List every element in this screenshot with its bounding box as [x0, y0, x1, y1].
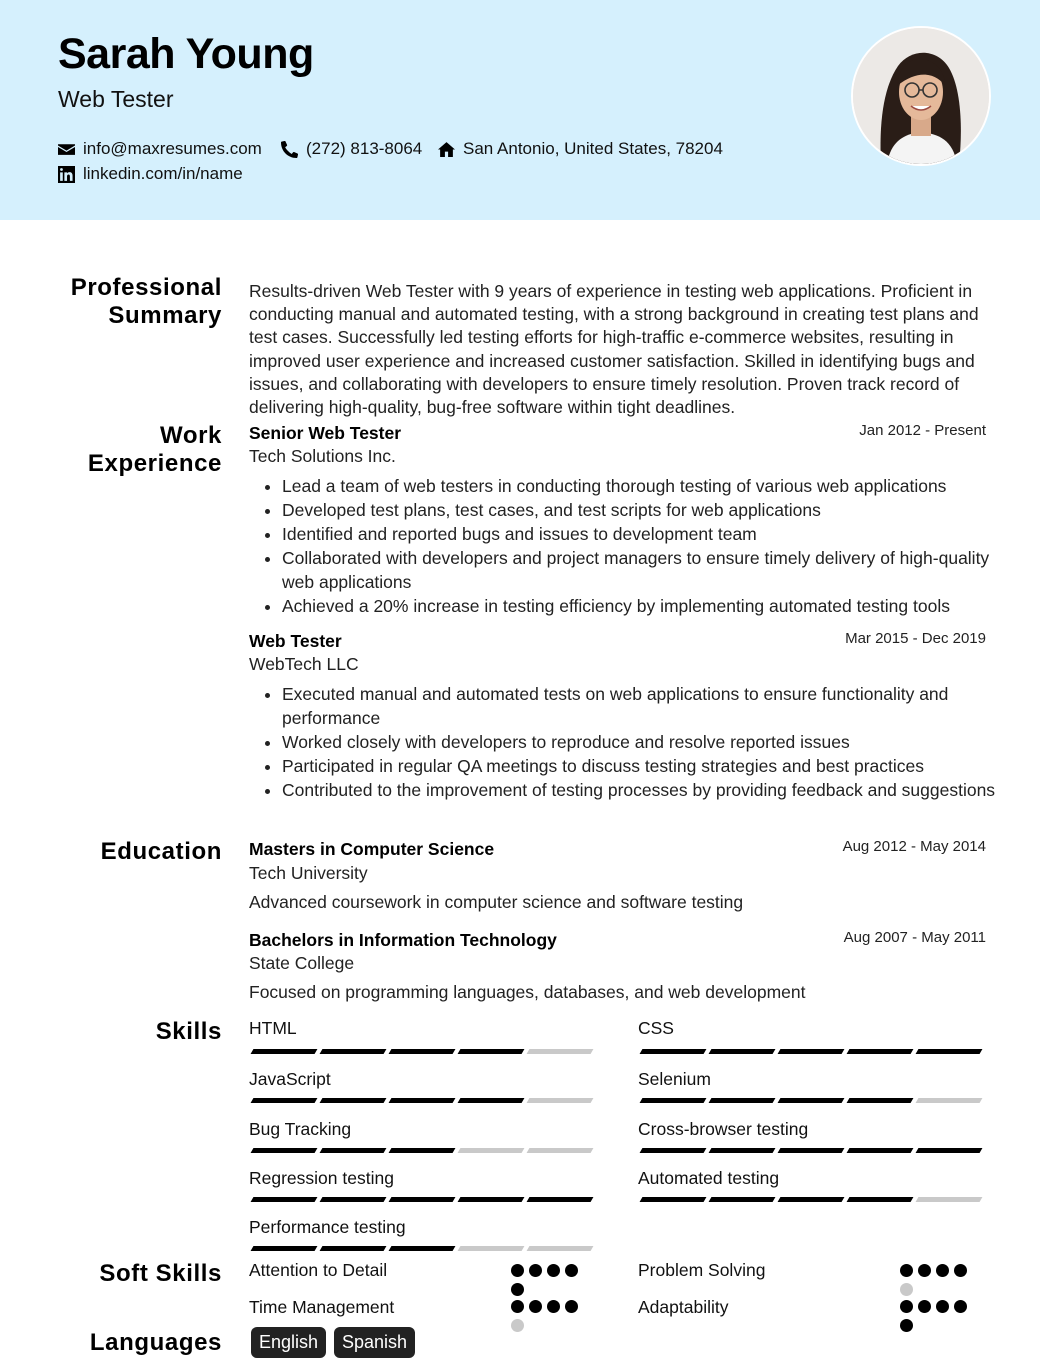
skill-name: CSS: [638, 1018, 674, 1038]
rating-dot-filled: [529, 1300, 542, 1313]
resume-header: [0, 0, 1040, 220]
skill-name: JavaScript: [249, 1069, 331, 1089]
rating-dot-filled: [900, 1300, 913, 1313]
job-bullets: [249, 682, 1020, 802]
rating-dot-filled: [565, 1300, 578, 1313]
rating-dot-filled: [954, 1300, 967, 1313]
skill-level-bar: [641, 1049, 981, 1054]
candidate-title: Web Tester: [58, 86, 174, 112]
skill-bar-segment-filled: [778, 1098, 845, 1103]
skill-bar-segment-filled: [709, 1049, 776, 1054]
section-title-soft-skills: Soft Skills: [99, 1260, 222, 1287]
envelope-icon: [58, 141, 75, 158]
skill-bar-segment-filled: [709, 1197, 776, 1202]
skill-name: Cross-browser testing: [638, 1119, 809, 1139]
rating-dot-filled: [547, 1264, 560, 1277]
profile-photo: [851, 26, 991, 166]
phone-text: (272) 813-8064: [306, 139, 423, 158]
skill-bar-segment-filled: [778, 1148, 845, 1153]
bullet-item: • Contributed to the improvement of testing processes by providing feedback and suggestions: [282, 778, 1020, 802]
skill-bar-segment-filled: [458, 1098, 525, 1103]
contact-address: [438, 139, 723, 159]
skill-name: Automated testing: [638, 1168, 780, 1188]
rating-dot-filled: [529, 1264, 542, 1277]
skill-level-bar: [641, 1098, 981, 1103]
skill-level-bar: [252, 1246, 592, 1251]
soft-skill-name: Problem Solving: [638, 1260, 766, 1280]
school-name: State College: [249, 953, 355, 973]
rating-dot-filled: [936, 1300, 949, 1313]
summary-text: Results-driven Web Tester with 9 years of experience in testing web applications. Proficient in conducting manual and automated testing, with a strong background in creating test plans and test cases. Successfully led testing efforts for high-traffic e-commerce websites, resulting in improved user experience and increased customer satisfaction. Skilled in identifying bugs and issues, and collaborating with developers to ensure timely resolution. Proven track record of delivering high-quality, bug-free software within tight deadlines.: [249, 281, 979, 418]
bullet-item: • Lead a team of web testers in conducting thorough testing of various web applications: [282, 474, 1020, 498]
skill-name: Regression testing: [249, 1168, 394, 1188]
skill-bar-segment-filled: [847, 1098, 914, 1103]
section-title-education: Education: [100, 838, 222, 865]
bullet-item: • Worked closely with developers to reproduce and resolve reported issues: [282, 730, 1020, 754]
soft-skill-name: Time Management: [249, 1297, 395, 1317]
skill-bar-segment-filled: [320, 1246, 387, 1251]
education-dates: Aug 2012 - May 2014: [842, 838, 986, 855]
rating-dot-filled: [936, 1264, 949, 1277]
skill-bar-segment-empty: [916, 1197, 983, 1202]
skill-bar-segment-filled: [389, 1098, 456, 1103]
rating-dot-filled: [511, 1300, 524, 1313]
soft-skill-rating: [511, 1300, 591, 1332]
school-name: Tech University: [249, 863, 368, 883]
skill-bar-segment-filled: [916, 1049, 983, 1054]
job-company: WebTech LLC: [249, 654, 359, 674]
skill-bar-segment-filled: [847, 1049, 914, 1054]
skill-bar-segment-filled: [458, 1197, 525, 1202]
skill-bar-segment-filled: [458, 1049, 525, 1054]
skill-bar-segment-filled: [389, 1049, 456, 1054]
skill-level-bar: [641, 1197, 981, 1202]
bullet-item: • Developed test plans, test cases, and test scripts for web applications: [282, 498, 1020, 522]
soft-skill-name: Attention to Detail: [249, 1260, 388, 1280]
skill-bar-segment-empty: [527, 1049, 594, 1054]
degree-title: Masters in Computer Science: [249, 839, 495, 859]
phone-icon: [281, 141, 298, 158]
rating-dot-filled: [918, 1264, 931, 1277]
email-text: info@maxresumes.com: [83, 139, 262, 158]
skill-bar-segment-filled: [709, 1148, 776, 1153]
skill-bar-segment-filled: [320, 1098, 387, 1103]
skill-bar-segment-empty: [527, 1246, 594, 1251]
language-badge: Spanish: [334, 1327, 415, 1358]
rating-dot-filled: [900, 1264, 913, 1277]
rating-dot-empty: [900, 1283, 913, 1296]
rating-dot-filled: [918, 1300, 931, 1313]
skill-bar-segment-filled: [778, 1197, 845, 1202]
skill-bar-segment-filled: [640, 1098, 707, 1103]
contact-linkedin[interactable]: [58, 164, 243, 184]
section-title-languages: Languages: [89, 1329, 222, 1356]
section-title-experience: Work Experience: [87, 422, 222, 477]
skill-bar-segment-filled: [251, 1197, 318, 1202]
job-role: Senior Web Tester: [249, 423, 402, 443]
language-badge: English: [251, 1327, 326, 1358]
skill-bar-segment-empty: [916, 1098, 983, 1103]
rating-dot-empty: [511, 1319, 524, 1332]
rating-dot-filled: [954, 1264, 967, 1277]
soft-skill-name: Adaptability: [638, 1297, 729, 1317]
candidate-name: Sarah Young: [58, 30, 314, 78]
linkedin-icon: [58, 166, 75, 183]
skill-level-bar: [252, 1197, 592, 1202]
education-dates: Aug 2007 - May 2011: [843, 929, 986, 946]
avatar-portrait: [853, 28, 989, 164]
skill-bar-segment-filled: [251, 1246, 318, 1251]
skill-bar-segment-filled: [251, 1148, 318, 1153]
skill-bar-segment-filled: [389, 1246, 456, 1251]
rating-dot-filled: [547, 1300, 560, 1313]
skill-level-bar: [252, 1148, 592, 1153]
skill-bar-segment-filled: [251, 1049, 318, 1054]
skill-bar-segment-empty: [527, 1148, 594, 1153]
rating-dot-filled: [900, 1319, 913, 1332]
section-title-skills: Skills: [155, 1018, 222, 1045]
section-title-summary: Professional Summary: [70, 274, 222, 329]
soft-skill-rating: [900, 1300, 980, 1332]
skill-level-bar: [252, 1049, 592, 1054]
soft-skill-rating: [900, 1264, 980, 1296]
bullet-item: • Executed manual and automated tests on web applications to ensure functionality and performance: [282, 682, 1020, 730]
skill-bar-segment-filled: [389, 1197, 456, 1202]
contact-phone[interactable]: [281, 139, 422, 159]
address-text: San Antonio, United States, 78204: [463, 139, 723, 158]
job-dates: Mar 2015 - Dec 2019: [845, 630, 986, 647]
education-description: Focused on programming languages, databases, and web development: [249, 982, 806, 1002]
skill-bar-segment-filled: [527, 1197, 594, 1202]
soft-skill-rating: [511, 1264, 591, 1296]
skill-level-bar: [641, 1148, 981, 1153]
skill-bar-segment-filled: [251, 1098, 318, 1103]
skill-name: Bug Tracking: [249, 1119, 352, 1139]
job-bullets: [249, 474, 1020, 618]
skill-level-bar: [252, 1098, 592, 1103]
degree-title: Bachelors in Information Technology: [249, 930, 557, 950]
skill-bar-segment-filled: [389, 1148, 456, 1153]
bullet-item: • Participated in regular QA meetings to discuss testing strategies and best practices: [282, 754, 1020, 778]
rating-dot-filled: [511, 1283, 524, 1296]
skill-bar-segment-filled: [778, 1049, 845, 1054]
skill-bar-segment-filled: [640, 1197, 707, 1202]
rating-dot-filled: [511, 1264, 524, 1277]
skill-bar-segment-filled: [916, 1148, 983, 1153]
skill-bar-segment-empty: [458, 1246, 525, 1251]
skill-bar-segment-filled: [709, 1098, 776, 1103]
job-role: Web Tester: [249, 631, 342, 651]
skill-name: HTML: [249, 1018, 297, 1038]
skill-bar-segment-filled: [847, 1148, 914, 1153]
job-dates: Jan 2012 - Present: [859, 422, 986, 439]
job-company: Tech Solutions Inc.: [249, 446, 396, 466]
contact-email[interactable]: [58, 139, 262, 159]
linkedin-text: linkedin.com/in/name: [83, 164, 243, 183]
skill-name: Selenium: [638, 1069, 711, 1089]
skill-bar-segment-empty: [527, 1098, 594, 1103]
bullet-item: • Identified and reported bugs and issues to development team: [282, 522, 1020, 546]
rating-dot-filled: [565, 1264, 578, 1277]
bullet-item: • Achieved a 20% increase in testing efficiency by implementing automated testing tools: [282, 594, 1020, 618]
education-description: Advanced coursework in computer science and software testing: [249, 892, 744, 912]
skill-bar-segment-filled: [847, 1197, 914, 1202]
skill-bar-segment-filled: [640, 1148, 707, 1153]
home-icon: [438, 141, 455, 158]
bullet-item: • Collaborated with developers and project managers to ensure timely delivery of high-quality web applications: [282, 546, 1020, 594]
skill-bar-segment-filled: [640, 1049, 707, 1054]
skill-bar-segment-filled: [320, 1049, 387, 1054]
skill-bar-segment-filled: [320, 1148, 387, 1153]
skill-bar-segment-filled: [320, 1197, 387, 1202]
skill-name: Performance testing: [249, 1217, 406, 1237]
skill-bar-segment-empty: [458, 1148, 525, 1153]
